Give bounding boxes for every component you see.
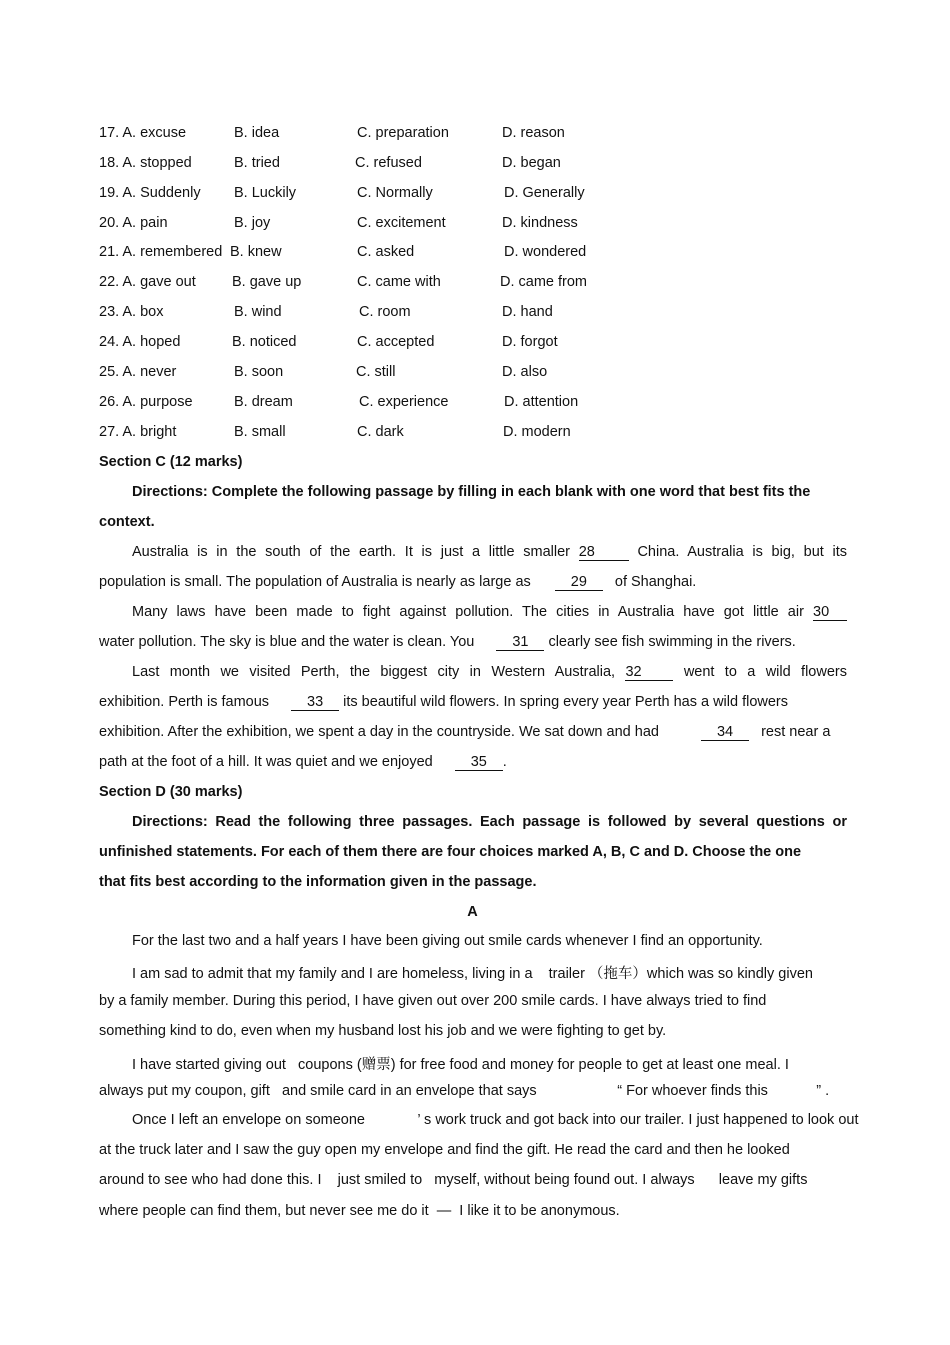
option-b: B. knew	[230, 244, 282, 260]
passage-a-line: I have started giving out coupons (赠票) for free food and money for people to get at least one meal. I	[132, 1057, 789, 1073]
option-row-21	[99, 244, 659, 264]
option-a: 25. A. never	[99, 364, 177, 380]
text-segment: went to a wild flowers	[683, 664, 847, 680]
option-c: C. refused	[355, 155, 422, 171]
option-a: 26. A. purpose	[99, 394, 193, 410]
option-a: 19. A. Suddenly	[99, 185, 201, 201]
option-d: D. hand	[502, 304, 553, 320]
option-c: C. Normally	[357, 185, 433, 201]
option-c: C. accepted	[357, 334, 435, 350]
option-d: D. modern	[503, 424, 571, 440]
section-c-directions-line1: Directions: Complete the following passage by filling in each blank with one word that best fits the	[132, 484, 811, 500]
option-a: 17. A. excuse	[99, 125, 187, 141]
blank-31: 31	[496, 635, 544, 651]
passage-a-line: For the last two and a half years I have been giving out smile cards whenever I find an opportunity.	[132, 933, 763, 949]
text-segment: its beautiful wild flowers. In spring every year Perth has a wild flowers	[343, 694, 789, 710]
option-c: C. dark	[357, 424, 404, 440]
option-c: C. still	[356, 364, 396, 380]
section-c-heading: Section C (12 marks)	[99, 454, 243, 470]
option-d: D. kindness	[502, 215, 578, 231]
blank-34: 34	[701, 725, 749, 741]
option-c: C. room	[359, 304, 411, 320]
option-b: B. small	[234, 424, 286, 440]
section-d-heading: Section D (30 marks)	[99, 784, 243, 800]
text-segment: of Shanghai.	[614, 574, 697, 590]
option-a: 20. A. pain	[99, 215, 168, 231]
blank-29: 29	[555, 575, 603, 591]
option-row-25	[99, 364, 659, 384]
option-row-27	[99, 424, 659, 444]
option-d: D. began	[502, 155, 561, 171]
text-segment: exhibition. Perth is famous	[99, 694, 270, 710]
option-c: C. preparation	[357, 125, 449, 141]
option-b: B. dream	[234, 394, 293, 410]
option-a: 21. A. remembered	[99, 244, 223, 260]
option-row-18	[99, 155, 659, 175]
section-c-paragraph3-line3	[99, 724, 830, 741]
passage-a-line: at the truck later and I saw the guy open my envelope and find the gift. He read the card and then he looked	[99, 1142, 790, 1158]
text-segment: Last month we visited Perth, the biggest city in Western Australia,	[132, 664, 616, 680]
blank-33: 33	[291, 695, 339, 711]
section-d-directions-line2: unfinished statements. For each of them there are four choices marked A, B, C and D. Choose the one	[99, 844, 802, 860]
option-a: 22. A. gave out	[99, 274, 196, 290]
passage-a-line: Once I left an envelope on someone ’ s work truck and got back into our trailer. I just happened to look out	[132, 1112, 859, 1128]
option-b: B. Luckily	[234, 185, 297, 201]
option-row-20	[99, 215, 659, 235]
text-segment: .	[502, 754, 507, 770]
text-segment: rest near a	[761, 724, 831, 740]
option-b: B. wind	[234, 304, 282, 320]
option-row-22	[99, 274, 659, 294]
passage-a-line: something kind to do, even when my husband lost his job and we were fighting to get by.	[99, 1023, 667, 1039]
passage-a-line: by a family member. During this period, I have given out over 200 smile cards. I have always tried to find	[99, 993, 767, 1009]
text-segment: clearly see fish swimming in the rivers.	[548, 634, 796, 650]
passage-a-line: where people can find them, but never see me do it — I like it to be anonymous.	[99, 1203, 620, 1219]
option-b: B. gave up	[232, 274, 302, 290]
text-segment: path at the foot of a hill. It was quiet and we enjoyed	[99, 754, 433, 770]
text-segment: exhibition. After the exhibition, we spent a day in the countryside. We sat down and had	[99, 724, 659, 740]
section-d-directions-line3: that fits best according to the information given in the passage.	[99, 874, 537, 890]
text-segment: population is small. The population of Australia is nearly as large as	[99, 574, 531, 590]
option-d: D. came from	[500, 274, 588, 290]
option-b: B. soon	[234, 364, 284, 380]
passage-a-line: always put my coupon, gift and smile card in an envelope that says “ For whoever finds this ” .	[99, 1083, 830, 1099]
option-b: B. joy	[234, 215, 271, 231]
text-segment: China. Australia is big, but its	[637, 544, 848, 560]
passage-label: A	[467, 904, 478, 920]
text-segment: Many laws have been made to fight against pollution. The cities in Australia have got little air	[132, 604, 804, 620]
section-c-paragraph1-line1	[132, 544, 847, 561]
section-c-paragraph3-line4	[99, 754, 507, 771]
text-segment: Australia is in the south of the earth. It is just a little smaller	[132, 544, 570, 560]
option-d: D. also	[502, 364, 548, 380]
section-c-paragraph3-line1	[132, 664, 847, 681]
option-a: 23. A. box	[99, 304, 164, 320]
option-c: C. excitement	[357, 215, 446, 231]
option-b: B. noticed	[232, 334, 297, 350]
option-row-23	[99, 304, 659, 324]
option-d: D. wondered	[504, 244, 587, 260]
option-row-26	[99, 394, 659, 414]
section-c-directions-line2: context.	[99, 514, 155, 530]
option-row-17	[99, 125, 659, 145]
option-d: D. reason	[502, 125, 565, 141]
option-a: 24. A. hoped	[99, 334, 181, 350]
option-c: C. asked	[357, 244, 415, 260]
section-c-paragraph1-line2	[99, 574, 696, 591]
option-b: B. tried	[234, 155, 280, 171]
section-c-paragraph2-line2	[99, 634, 796, 651]
blank-30: 30	[813, 605, 847, 621]
option-c: C. experience	[359, 394, 449, 410]
blank-32: 32	[625, 665, 673, 681]
option-row-19	[99, 185, 659, 205]
blank-28: 28	[579, 545, 629, 561]
passage-a-line: I am sad to admit that my family and I are homeless, living in a trailer （拖车）which was so kindly given	[132, 966, 813, 982]
text-segment: water pollution. The sky is blue and the water is clean. You	[99, 634, 475, 650]
section-d-directions-line1: Directions: Read the following three passages. Each passage is followed by several questions or	[132, 814, 847, 830]
option-a: 18. A. stopped	[99, 155, 192, 171]
passage-a-line: around to see who had done this. I just smiled to myself, without being found out. I always leave my gifts	[99, 1172, 808, 1188]
option-row-24	[99, 334, 659, 354]
section-c-paragraph2-line1	[132, 604, 847, 621]
option-b: B. idea	[234, 125, 280, 141]
blank-35: 35	[455, 755, 503, 771]
option-d: D. attention	[504, 394, 579, 410]
option-c: C. came with	[357, 274, 441, 290]
option-a: 27. A. bright	[99, 424, 177, 440]
option-d: D. forgot	[502, 334, 558, 350]
section-c-paragraph3-line2	[99, 694, 788, 711]
option-d: D. Generally	[504, 185, 585, 201]
